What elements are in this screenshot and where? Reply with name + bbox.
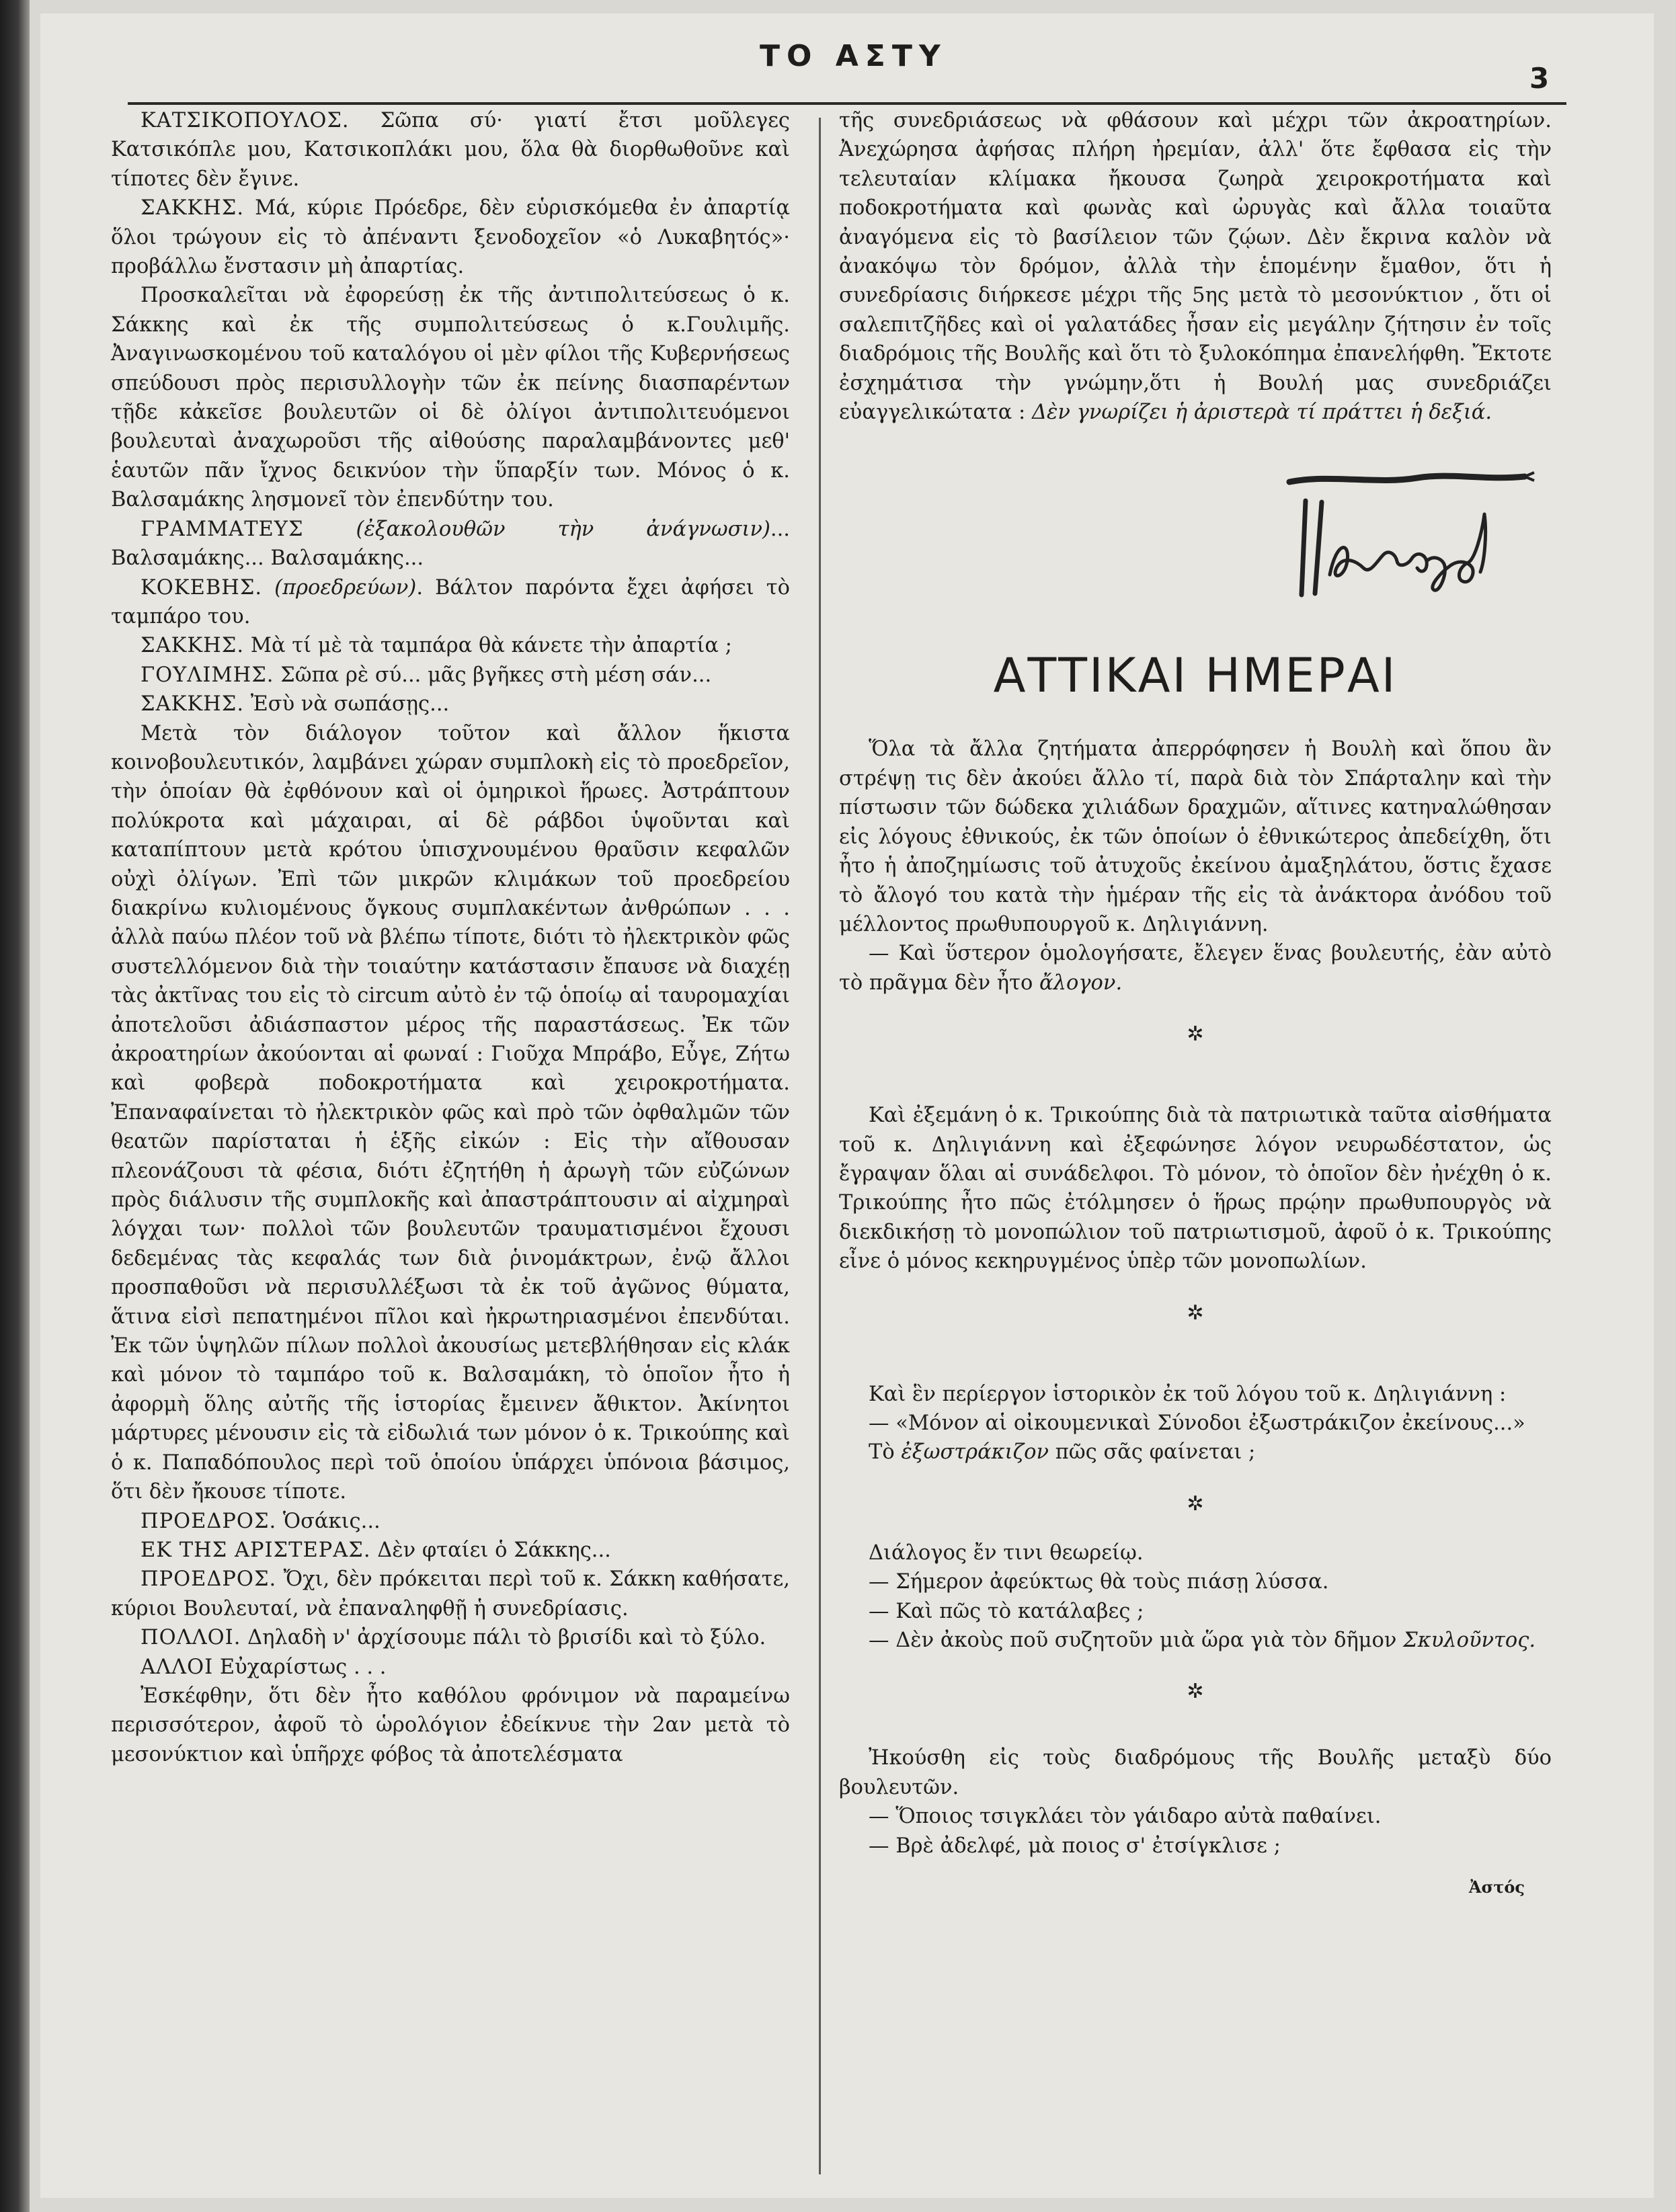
paragraph: — Καὶ πῶς τὸ κατάλαβες ; [869,1599,1144,1623]
column-divider [819,118,821,2174]
paragraph: ΠΟΛΛΟΙ. Δηλαδὴ ν' ἀρχίσουμε πάλι τὸ βρισίδι καὶ τὸ ξύλο. [141,1626,766,1650]
paragraph: — Καὶ ὕστερον ὁμολογήσατε, ἔλεγεν ἕνας βουλευτής, ἐὰν αὐτὸ τὸ πρᾶγμα δὲν ἦτο ἄλογον. [839,942,1552,995]
separator-star-icon: ✲ [1187,1301,1204,1325]
page-number: 3 [1529,62,1550,95]
paragraph: ΚΑΤΣΙΚΟΠΟΥΛΟΣ. Σῶπα σύ· γιατί ἔτσι μοῦλεγες Κατσικόπλε μου, Κατσικοπλάκι μου, ὅλα θὰ διορθωθοῦνε καὶ τίποτες δὲν ἔγινε. [111,109,790,191]
author-signature: Ἀστός [1468,1877,1525,1897]
masthead-title: ΤΟ ΑΣΤΥ [760,39,947,73]
paragraph: Μετὰ τὸν διάλογον τοῦτον καὶ ἄλλον ἥκιστα κοινοβουλευτικόν, λαμβάνει χώραν συμπλοκὴ εἰς τὸ προεδρεῖον, τὴν ὁποίαν θὰ ἐφθόνουν καὶ οἱ ὁμηρικοὶ ἥρωες. Ἀστράπτουν πολύκροτα καὶ μάχαιραι, αἱ δὲ ράβδοι ὑψοῦνται καὶ καταπίπτουν μετὰ κρότου ὑπισχνουμένου θραῦσιν κεφαλῶν οὐχὶ ὀλίγων. Ἐπὶ τῶν μικρῶν κλιμάκων τοῦ προεδρείου διακρίνω κυλιομένους ὄγκους συμπλακέντων ἀνθρώπων . . . ἀλλὰ παύω πλέον τοῦ νὰ βλέπω τίποτε, διότι τὸ ἠλεκτρικὸν φῶς συστελλόμενον διὰ τὴν τοιαύτην κατάστασιν ἔπαυσε νὰ διαχέῃ τὰς ἀκτῖνας του εἰς τὸ circum αὐτὸ ἐν τῷ ὁποίῳ αἱ ταυρομαχίαι ἀποτελοῦσι ἀδιάσπαστον μέρος τῆς παραστάσεως. Ἐκ τῶν ἀκροατηρίων ἀκούονται αἱ φωναί : Γιοῦχα Μπράβο, Εὖγε, Ζήτω καὶ φοβερὰ ποδοκροτήματα καὶ χειροκροτήματα. Ἐπαναφαίνεται τὸ ἠλεκτρικὸν φῶς καὶ πρὸ τῶν ὀφθαλμῶν τῶν θεατῶν παρίσταται ἡ ἑξῆς εἰκών : Εἰς τὴν αἴθουσαν πλεονάζουσι τὰ φέσια, διότι ἐζητήθη ἡ ἀρωγὴ τῶν εὐζώνων πρὸς διάλυσιν τῆς συμπλοκῆς καὶ ἀπαστράπτουσιν αἱ αἰχμηραὶ λόγχαι των· πολλοὶ τῶν βουλευτῶν τραυματισμένοι ἔχουσι δεδεμένας τὰς κεφαλάς των διὰ ῥινομάκτρων, ἐνῷ ἄλλοι προσπαθοῦσι νὰ περισυλλέξωσι τὰ ἐκ τοῦ ἀγῶνος θύματα, ἅτινα εἰσὶ πεπατημένοι πῖλοι καὶ ἠκρωτηριασμένοι ἐπενδύται. Ἐκ τῶν ὑψηλῶν πίλων πολλοὶ ἀκουσίως μετεβλήθησαν εἰς κλάκ καὶ μόνον τὸ ταμπάρο τοῦ κ. Βαλσαμάκη, τὸ ὁποῖον ἦτο ἡ ἀφορμὴ ὅλης αὐτῆς τῆς ἱστορίας ἔμεινεν ἄθικτον. Ἀκίνητοι μάρτυρες μένουσιν εἰς τὰ εἰδωλιά των μόνον ὁ κ. Τρικούπης καὶ ὁ κ. Παπαδόπουλος περὶ τοῦ ὁποίου ὑπάρχει ὑπόνοια βάσιμος, ὅτι δὲν ἤκουσε τίποτε. [111,721,790,1504]
separator-star-icon: ✲ [1187,1022,1204,1047]
paragraph: Ὅλα τὰ ἄλλα ζητήματα ἀπερρόφησεν ἡ Βουλὴ καὶ ὅπου ἂν στρέψῃ τις δὲν ἀκούει ἄλλο τί, παρὰ διὰ τὸν Σπάρταλην καὶ τὴν πίστωσιν τῶν δώδεκα χιλιάδων δραχμῶν, αἵτινες κατηναλώθησαν εἰς λόγους ἐθνικούς, ἐκ τῶν ὁποίων ὁ ἐθνικώτερος ἀπεδείχθη, ὅτι ἦτο ἡ ἀποζημίωσις τοῦ ἀτυχοῦς ἐκείνου ἀμαξηλάτου, ὅστις ἔχασε τὸ ἄλογό του κατὰ τὴν ἡμέραν τῆς εἰς τὰ ἀνάκτορα ἀνόδου τοῦ μέλλοντος πρωθυπουργοῦ κ. Δηλιγιάννη. [839,737,1552,936]
section-title: ΑΤΤΙΚΑΙ ΗΜΕΡΑΙ [993,648,1398,704]
left-column [111,106,790,1769]
separator-star-icon: ✲ [1187,1680,1204,1704]
right-column [839,106,1552,1901]
paragraph: ΣΑΚΚΗΣ. Μὰ τί μὲ τὰ ταμπάρα θὰ κάνετε τὴν ἀπαρτία ; [141,634,732,658]
paragraph: Ἐσκέφθην, ὅτι δὲν ἦτο καθόλου φρόνιμον νὰ παραμείνω περισσότερον, ἀφοῦ τὸ ὡρολόγιον ἐδείκνυε τὴν 2αν μετὰ τὸ μεσονύκτιον καὶ ὑπῆρχε φόβος τὰ ἀποτελέσματα [111,1684,790,1766]
separator-star-icon: ✲ [1187,1491,1204,1516]
paragraph: ΚΟΚΕΒΗΣ. (προεδρεύων). Βάλτον παρόντα ἔχει ἀφήσει τὸ ταμπάρο του. [111,575,791,628]
paragraph: — Δὲν ἀκοὺς ποῦ συζητοῦν μιὰ ὥρα γιὰ τὸν δῆμον Σκυλοῦντος. [869,1629,1536,1652]
paragraph: Διάλογος ἔν τινι θεωρείῳ. [869,1541,1144,1565]
paragraph: — Βρὲ ἀδελφέ, μὰ ποιος σ' ἐτσίγκλισε ; [869,1834,1281,1858]
paragraph: Τὸ ἐξωστράκιζον πῶς σᾶς φαίνεται ; [869,1440,1256,1465]
paragraph: ΑΛΛΟΙ Εὐχαρίστως . . . [141,1655,387,1679]
paragraph: ΓΡΑΜΜΑΤΕΥΣ (ἐξακολουθῶν τὴν ἀνάγνωσιν)... Βαλσαμάκης... Βαλσαμάκης... [111,517,790,571]
paragraph: ΕΚ ΤΗΣ ΑΡΙΣΤΕΡΑΣ. Δὲν φταίει ὁ Σάκκης... [141,1538,611,1562]
paragraph: ΣΑΚΚΗΣ. Ἐσὺ νὰ σωπάσῃς... [141,692,450,716]
paragraph: — «Μόνον αἱ οἰκουμενικαὶ Σύνοδοι ἐξωστράκιζον ἐκείνους...» [869,1411,1525,1435]
paragraph: Καὶ ἐξεμάνη ὁ κ. Τρικούπης διὰ τὰ πατριωτικὰ ταῦτα αἰσθήματα τοῦ κ. Δηλιγιάννη καὶ ἐξεφώνησε λόγον νευρωδέστατον, ὡς ἔγραψαν ὅλαι αἱ συνάδελφοι. Τὸ μόνον, τὸ ὁποῖον δὲν ἠνέχθη ὁ κ. Τρικούπης ἦτο πῶς ἐτόλμησεν ὁ ἥρως πρῴην πρωθυπουργὸς νὰ διεκδικήσῃ τὸ μονοπώλιον τοῦ πατριωτισμοῦ, ἀφοῦ ὁ κ. Τρικούπης εἶνε ὁ μόνος κεκηρυγμένος ὑπὲρ τῶν μονοπωλίων. [839,1104,1552,1274]
paragraph: τῆς συνεδριάσεως νὰ φθάσουν καὶ μέχρι τῶν ἀκροατηρίων. Ἀνεχώρησα ἀφήσας πλήρη ἠρεμίαν, ἀλλ' ὅτε ἔφθασα εἰς τὴν τελευταίαν κλίμακα ἤκουσα ζωηρὰ χειροκροτήματα καὶ ποδοκροτήματα καὶ φωνὰς καὶ ὠρυγὰς καὶ ἄλλα τοιαῦτα ἀναγόμενα εἰς τὸ βασίλειον τῶν ζῴων. Δὲν ἔκρινα καλὸν νὰ ἀνακόψω τὸν δρόμον, ἀλλὰ τὴν ἑπομένην ἔμαθον, ὅτι ἡ συνεδρίασις διήρκεσε μέχρι τῆς 5ης μετὰ τὸ μεσονύκτιον , ὅτι οἱ σαλεπιτζῆδες καὶ οἱ γαλατάδες ἦσαν εἰς μεγάλην ζήτησιν ἐν τοῖς διαδρόμοις τῆς Βουλῆς καὶ ὅτι τὸ ξυλοκόπημα ἐπανελήφθη. Ἔκτοτε ἐσχημάτισα τὴν γνώμην,ὅτι ἡ Βουλή μας συνεδριάζει εὐαγγελικώτατα : Δὲν γνωρίζει ἡ ἀριστερὰ τί πράττει ἡ δεξιά. [839,109,1552,425]
paragraph: Καὶ ἓν περίεργον ἱστορικὸν ἐκ τοῦ λόγου τοῦ κ. Δηλιγιάννη : [869,1382,1507,1406]
paragraph: ΠΡΟΕΔΡΟΣ. Ὁσάκις... [141,1509,381,1533]
paragraph: ΣΑΚΚΗΣ. Μά, κύριε Πρόεδρε, δὲν εὑρισκόμεθα ἐν ἀπαρτίᾳ ὅλοι τρώγουν εἰς τὸ ἀπέναντι ξενοδοχεῖον «ὁ Λυκαβητός»· προβάλλω ἔνστασιν μὴ ἀπαρτίας. [111,196,790,279]
paragraph: ΓΟΥΛΙΜΗΣ. Σῶπα ρὲ σύ... μᾶς βγῆκες στὴ μέση σάν... [141,663,712,687]
paragraph: — Σήμερον ἀφεύκτως θὰ τοὺς πιάσῃ λύσσα. [869,1570,1329,1594]
paragraph: Ἠκούσθη εἰς τοὺς διαδρόμους τῆς Βουλῆς μεταξὺ δύο βουλευτῶν. [839,1746,1552,1799]
header-rule [128,102,1566,105]
paragraph: Προσκαλεῖται νὰ ἐφορεύσῃ ἐκ τῆς ἀντιπολιτεύσεως ὁ κ. Σάκκης καὶ ἐκ τῆς συμπολιτεύσεως ὁ κ.Γουλιμῆς. Ἀναγινωσκομένου τοῦ καταλόγου οἱ μὲν φίλοι τῆς Κυβερνήσεως σπεύδουσι πρὸς περισυλλογὴν τῶν ἐκ πείνης διασπαρέντων τῇδε κἀκεῖσε βουλευτῶν οἱ δὲ ὀλίγοι ἀντιπολιτευόμενοι βουλευταὶ ἀναχωροῦσι τῆς αἰθούσης παραλαμβάνοντες μεθ' ἑαυτῶν πᾶν ἴχνος δεικνύον τὴν ὕπαρξίν των. Μόνος ὁ κ. Βαλσαμάκης λησμονεῖ τὸν ἐπενδύτην του. [111,284,790,512]
signature-drawing [1283,460,1538,602]
paragraph: ΠΡΟΕΔΡΟΣ. Ὄχι, δὲν πρόκειται περὶ τοῦ κ. Σάκκη καθήσατε, κύριοι Βουλευταί, νὰ ἐπαναληφθῇ ἡ συνεδρίασις. [111,1567,790,1621]
binding-edge [0,0,30,2212]
paragraph: — Ὅποιος τσιγκλάει τὸν γάιδαρο αὐτὰ παθαίνει. [869,1805,1382,1829]
